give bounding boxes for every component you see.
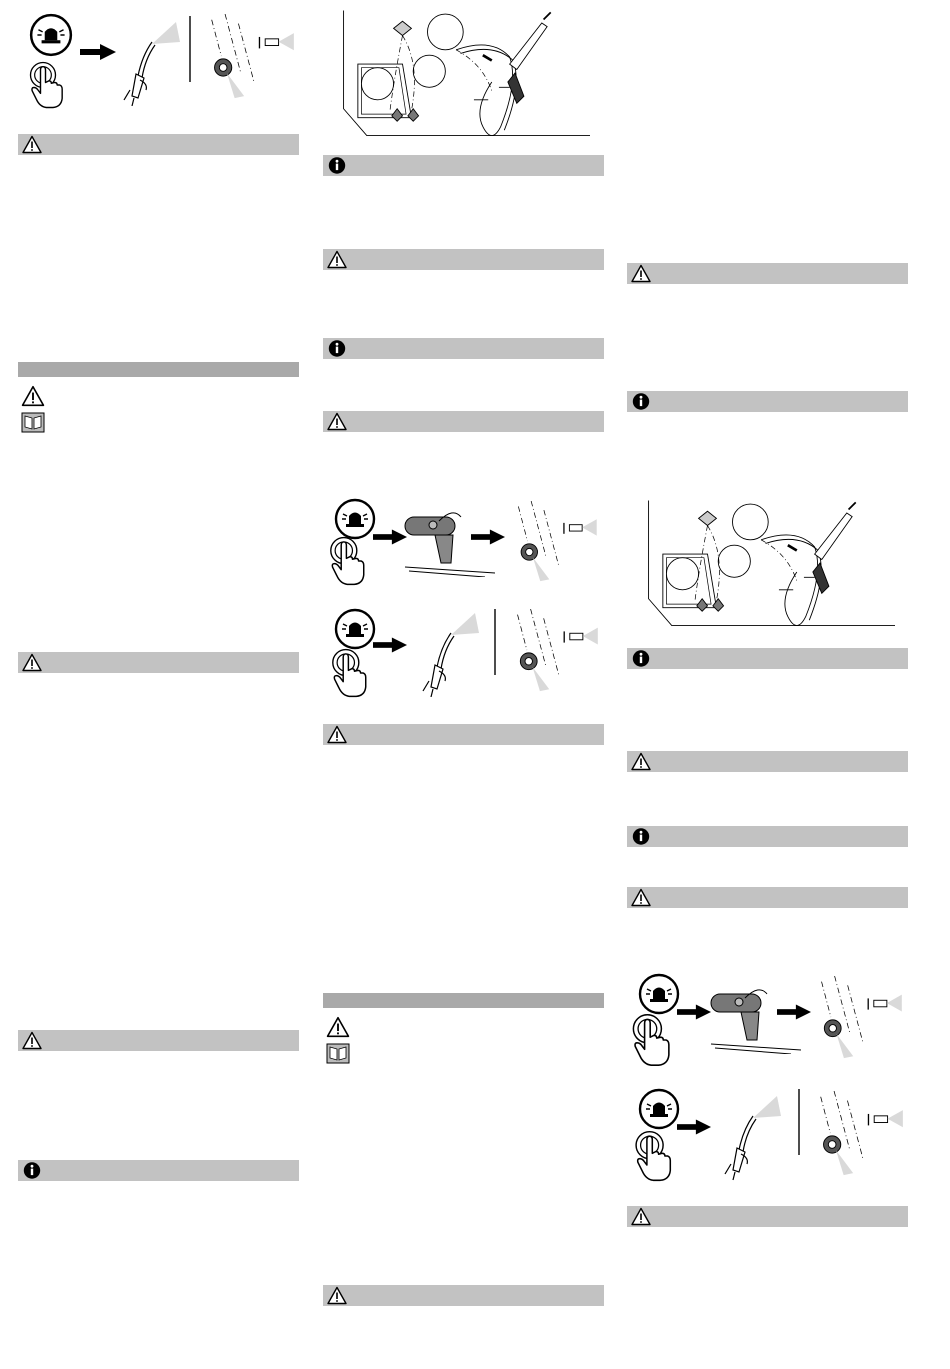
info-icon [327, 156, 347, 175]
info-icon [631, 392, 651, 411]
beacon-handle-figure [627, 970, 908, 1070]
beacon-gun-figure [323, 605, 604, 700]
press-finger-icon [331, 538, 364, 585]
info-bar [18, 1160, 299, 1181]
warning-icon [22, 1031, 42, 1050]
warning-icon [327, 1286, 347, 1305]
alarm-beacon-icon [336, 610, 374, 648]
machine-hose-diagram [645, 495, 895, 640]
warning-bar [323, 724, 604, 745]
section-icons [20, 385, 46, 434]
warning-icon [20, 385, 46, 407]
arrow-right-icon [677, 1004, 711, 1019]
warning-bar [627, 887, 908, 908]
section-header-bar [323, 993, 604, 1008]
info-bar [627, 826, 908, 847]
warning-bar [627, 1206, 908, 1227]
section-icons [325, 1016, 351, 1065]
warning-bar [323, 1285, 604, 1306]
nozzle-icon [821, 1091, 903, 1175]
warning-bar [323, 411, 604, 432]
warning-bar [627, 263, 908, 284]
alarm-beacon-icon [31, 15, 71, 55]
spray-gun-icon [423, 613, 479, 697]
warning-icon [22, 653, 42, 672]
info-bar [627, 391, 908, 412]
warning-icon [22, 135, 42, 154]
warning-icon [631, 264, 651, 283]
info-icon [327, 339, 347, 358]
info-bar [627, 648, 908, 669]
info-icon [631, 649, 651, 668]
machine-hose-diagram [340, 5, 590, 150]
arrow-right-icon [80, 44, 116, 60]
section-header-bar [18, 362, 299, 377]
arrow-right-icon [373, 637, 407, 652]
warning-icon [327, 725, 347, 744]
arrow-right-icon [777, 1004, 811, 1019]
press-finger-icon [633, 1015, 668, 1065]
warning-bar [323, 249, 604, 270]
warning-bar [18, 134, 299, 155]
info-bar [323, 155, 604, 176]
beacon-gun-figure [627, 1085, 908, 1185]
nozzle-icon [518, 501, 596, 581]
warning-icon [631, 1207, 651, 1226]
alarm-beacon-icon [336, 500, 374, 538]
info-icon [22, 1161, 42, 1180]
warning-bar [627, 751, 908, 772]
alarm-beacon-icon [640, 975, 678, 1013]
nozzle-icon [822, 976, 902, 1058]
warning-bar [18, 652, 299, 673]
warning-bar [18, 1030, 299, 1051]
press-finger-icon [636, 1132, 670, 1181]
beacon-figure-top-left [18, 10, 298, 110]
alarm-beacon-icon [640, 1090, 678, 1128]
arrow-right-icon [677, 1119, 711, 1134]
manual-icon [20, 412, 46, 434]
beacon-handle-figure [323, 495, 604, 587]
nozzle-icon [212, 14, 294, 98]
info-bar [323, 338, 604, 359]
arrow-right-icon [471, 529, 505, 544]
warning-icon [325, 1016, 351, 1038]
press-finger-icon [333, 650, 366, 697]
spray-gun-icon [725, 1096, 781, 1180]
warning-icon [327, 412, 347, 431]
spray-gun-icon [124, 22, 180, 106]
arrow-right-icon [373, 529, 407, 544]
info-icon [631, 827, 651, 846]
warning-icon [631, 752, 651, 771]
nozzle-icon [518, 609, 598, 691]
manual-icon [325, 1043, 351, 1065]
warning-icon [631, 888, 651, 907]
press-finger-icon [31, 63, 63, 108]
warning-icon [327, 250, 347, 269]
